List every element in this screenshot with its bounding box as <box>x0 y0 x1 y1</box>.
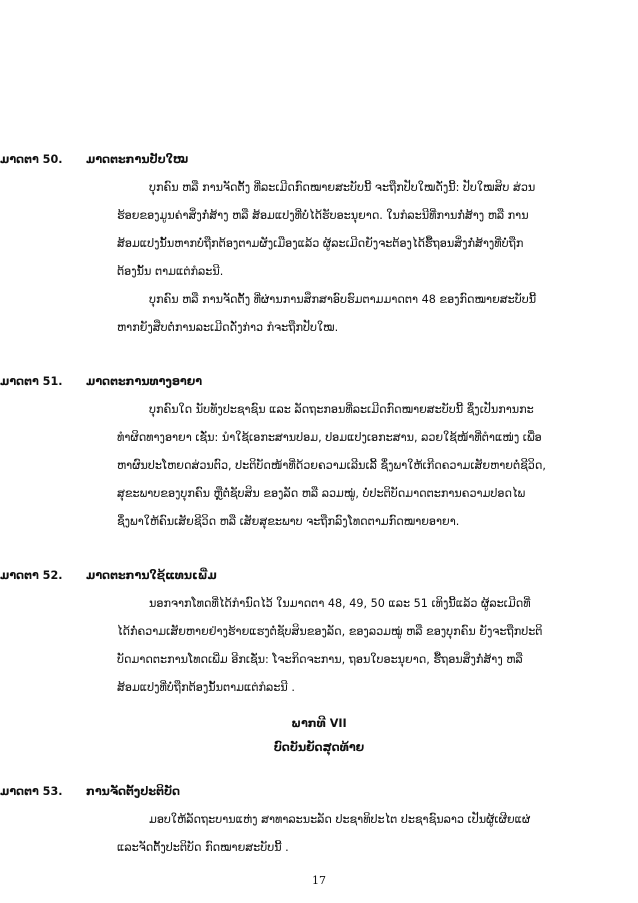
chapter-label: ພາກທີ VII <box>291 717 347 730</box>
article-number: ມາດຕາ 50. <box>0 153 63 166</box>
article-line: ຊຶ່ງພາໃຫ້ຄົນເສັຍຊີວິດ ຫລື ເສັຍສຸຂະພາບ ຈະຖືກລົງໂທດຕາມກົດໝາຍອາຍາ. <box>117 515 460 528</box>
article-line: ສຸຂະພາບຂອງບຸກຄົນ ຫຼືຕໍ່ຊັບສິນ ຂອງລັດ ຫລື ລວມໝູ່, ບໍ່ປະຕິບັດມາດຕະການຄວາມປອດໄພ <box>117 487 526 500</box>
article-line: ບັດມາດຕະການໂທດເພີ່ມ ອີກເຊັ່ນ: ໂຈະກິດຈະການ, ຖອນໃບອະນຸຍາດ, ຮື້ຖອນສິ່ງກໍ່ສ້າງ ຫລື <box>117 653 523 666</box>
article-line: ບຸກຄົນ ຫລື ການຈັດຕັ້ງ ທີ່ລະເມີດກົດໝາຍສະບັບນີ້ ຈະຖືກປັບໃໝດັ່ງນີ້: ປັບໃໝສິບ ສ່ວນ <box>149 181 536 194</box>
article-line: ບຸກຄົນ ຫລື ການຈັດຕັ້ງ ທີ່ຜ່ານການສຶກສາອົບຮົມຕາມມາດຕາ 48 ຂອງກົດໝາຍສະບັບນີ້ <box>149 293 537 306</box>
article-line: ຫາກຍັງສືບຕໍ່ການລະເມີດດັ່ງກ່າວ ກໍຈະຖືກປັບໃໝ. <box>117 321 339 334</box>
article-number: ມາດຕາ 52. <box>0 569 63 582</box>
page-number: 17 <box>312 874 326 887</box>
article-line: ຕ້ອງນັ້ນ ຕາມແຕ່ກໍລະນີ. <box>117 265 224 278</box>
article-line: ສ້ອມແປງທີ່ບໍ່ຖືກຕ້ອງນັ້ນຕາມແຕ່ກໍລະນີ . <box>117 681 295 694</box>
article-number: ມາດຕາ 53. <box>0 785 63 798</box>
article-line: ສ້ອມແປງນັ້ນຫາກບໍ່ຖືກຕ້ອງຕາມຜັງເມືອງແລ້ວ ຜູ້ລະເມີດຍັງຈະຕ້ອງໄດ້ຮື້ຖອນສິ່ງກໍ່ສ້າງທີ່ບໍ່ຖືກ <box>117 237 524 250</box>
article-line: ນອກຈາກໂທດທີ່ໄດ້ກຳນົດໄວ້ ໃນມາດຕາ 48, 49, 50 ແລະ 51 ເທິງນີ້ແລ້ວ ຜູ້ລະເມີດທີ່ <box>149 597 531 610</box>
article-title: ມາດຕະການໃຊ້ແທນເພີ່ມ <box>86 569 217 582</box>
article-title: ມາດຕະການປັບໃໝ <box>86 153 189 166</box>
article-line: ໄດ້ກໍ່ຄວາມເສັຍຫາຍຢ່າງຮ້າຍແຮງຕໍ່ຊັບສິນຂອງລັດ, ຂອງລວມໝູ່ ຫລື ຂອງບຸກຄົນ ຍັງຈະຖືກປະຕິ <box>117 625 543 638</box>
article-line: ຮ້ອຍຂອງມູນຄ່າສິ່ງກໍ່ສ້າງ ຫລື ສ້ອມແປງທີ່ບໍ່ໄດ້ຮັບອະນຸຍາດ. ໃນກໍລະນີທີ່ການກໍ່ສ້າງ ຫລື ການ <box>117 209 529 222</box>
article-line: ທຳຜິດທາງອາຍາ ເຊັ່ນ: ນຳໃຊ້ເອກະສານປອມ, ປອມແປງເອກະສານ, ລວຍໃຊ້ໜ້າທີ່ຕຳແໜ່ງ ເພື່ອ <box>117 431 542 444</box>
article-line: ແລະຈັດຕັ້ງປະຕິບັດ ກົດໝາຍສະບັບນີ້ . <box>117 841 289 854</box>
article-line: ມອບໃຫ້ລັດຖະບານແຫ່ງ ສາທາລະນະລັດ ປະຊາທິປະໄຕ ປະຊາຊົນລາວ ເປັນຜູ້ເຜີຍແຜ່ <box>149 813 531 826</box>
chapter-title: ບົດບັນຍັດສຸດທ້າຍ <box>273 741 365 754</box>
article-title: ມາດຕະການທາງອາຍາ <box>86 375 203 388</box>
article-line: ບຸກຄົນໃດ ນັບທັງປະຊາຊົນ ແລະ ລັດຖະກອນທີ່ລະເມີດກົດໝາຍສະບັບນີ້ ຊຶ່ງເປັນການກະ <box>149 403 534 416</box>
article-title: ການຈັດຕັ້ງປະຕິບັດ <box>86 785 181 798</box>
article-line: ຫາຜົນປະໂຫຍດສ່ວນຕົວ, ປະຕິບັດໜ້າທີ່ດ້ວຍຄວາມເລີນເລີ້ ຊຶ່ງພາໃຫ້ເກີດຄວາມເສັຍຫາຍຕໍ່ຊີວິດ, <box>117 459 546 472</box>
article-number: ມາດຕາ 51. <box>0 375 63 388</box>
